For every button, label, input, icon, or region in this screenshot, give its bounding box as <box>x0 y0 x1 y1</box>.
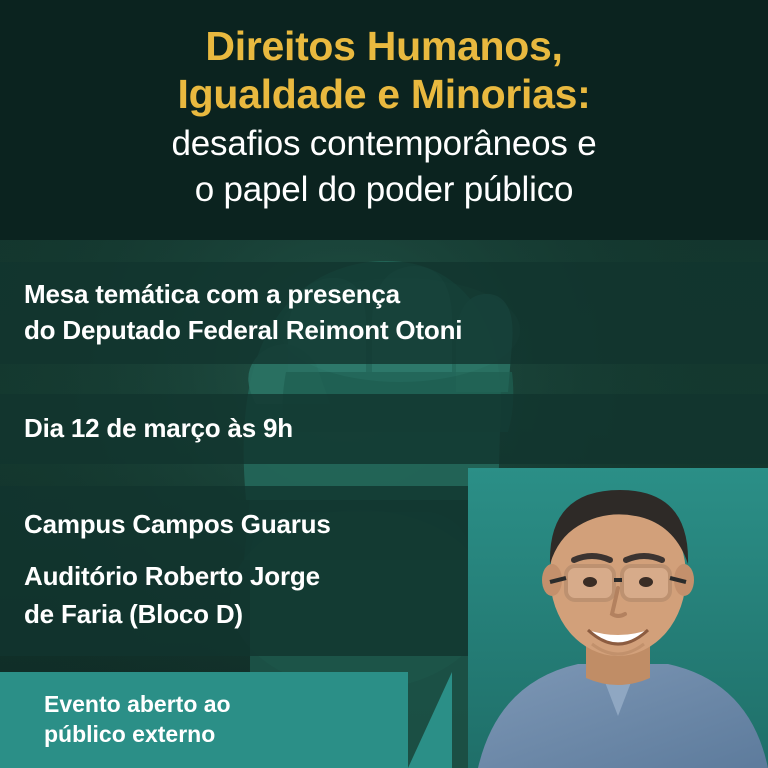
open-event-note <box>0 672 408 768</box>
speaker-portrait-photo <box>468 468 768 768</box>
venue-auditorium-line-1: Auditório Roberto Jorge <box>24 561 320 592</box>
open-event-line-1: Evento aberto ao <box>44 691 231 718</box>
subtitle-line-1: desafios contemporâneos e <box>171 123 597 163</box>
speaker-line-2: do Deputado Federal Reimont Otoni <box>24 315 463 345</box>
speaker-band <box>0 262 768 364</box>
poster-header <box>0 0 768 240</box>
date-line: Dia 12 de março às 9h <box>24 413 293 444</box>
date-band <box>0 394 768 464</box>
subtitle-line-2: o papel do poder público <box>194 170 574 210</box>
speaker-line-1: Mesa temática com a presença <box>24 279 400 310</box>
venue-campus: Campus Campos Guarus <box>24 509 331 540</box>
venue-auditorium-line-2: de Faria (Bloco D) <box>24 598 243 629</box>
open-event-line-2: público externo <box>44 721 216 747</box>
title-gold-line-1: Direitos Humanos, <box>205 22 563 69</box>
title-gold-line-2: Igualdade e Minorias: <box>177 71 591 118</box>
